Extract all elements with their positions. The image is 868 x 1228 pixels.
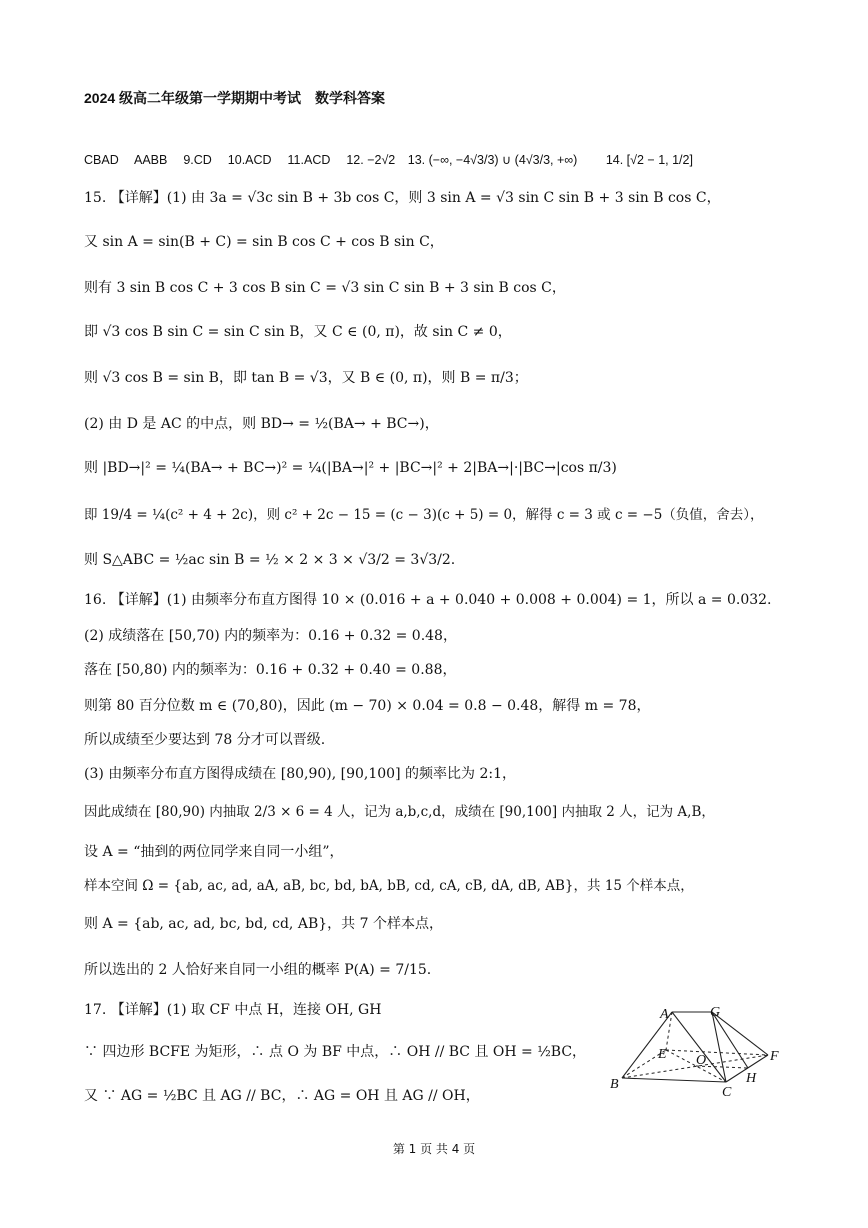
q16-line-10: 则 A = {ab, ac, ad, bc, bd, cd, AB}，共 7 个样本点， bbox=[84, 916, 443, 932]
q16-line-2: (2) 成绩落在 [50,70) 内的频率为：0.16 + 0.32 = 0.48， bbox=[84, 628, 457, 644]
q15-line-6: (2) 由 D 是 AC 的中点，则 BD→ = ½(BA→ + BC→)， bbox=[84, 416, 439, 432]
vertex-label-f: F bbox=[770, 1049, 779, 1064]
q16-line-4: 则第 80 百分位数 m ∈ (70,80)，因此 (m − 70) × 0.04 = 0.8 − 0.48，解得 m = 78， bbox=[84, 698, 651, 714]
q16-line-6: (3) 由频率分布直方图得成绩在 [80,90), [90,100] 的频率比为 2:1， bbox=[84, 766, 516, 782]
q15-line-9: 则 S△ABC = ½ac sin B = ½ × 2 × 3 × √3/2 = 3√3/2. bbox=[84, 552, 456, 568]
q16-line-3: 落在 [50,80) 内的频率为：0.16 + 0.32 + 0.40 = 0.88， bbox=[84, 662, 457, 678]
q15-line-4: 即 √3 cos B sin C = sin C sin B，又 C ∈ (0, π)，故 sin C ≠ 0， bbox=[84, 324, 512, 340]
q15-line-8: 即 19/4 = ¼(c² + 4 + 2c)，则 c² + 2c − 15 = (c − 3)(c + 5) = 0，解得 c = 3 或 c = −5（负值，舍去）， bbox=[84, 507, 764, 523]
answer-key: CBAD AABB 9.CD 10.ACD 11.ACD 12. −2√2 13. (−∞, −4√3/3) ∪ (4√3/3, +∞) 14. [√2 − 1, 1/2] bbox=[84, 153, 693, 167]
q15-line-5: 则 √3 cos B = sin B，即 tan B = √3，又 B ∈ (0, π)，则 B = π/3； bbox=[84, 370, 528, 386]
vertex-label-c: C bbox=[722, 1085, 732, 1100]
vertex-label-a: A bbox=[660, 1007, 669, 1022]
q15-line-2: 又 sin A = sin(B + C) = sin B cos C + cos B sin C， bbox=[84, 234, 444, 250]
q17-line-1: 17. 【详解】(1) 取 CF 中点 H，连接 OH, GH bbox=[84, 1002, 382, 1018]
q16-line-7: 因此成绩在 [80,90) 内抽取 2/3 × 6 = 4 人，记为 a,b,c,d，成绩在 [90,100] 内抽取 2 人，记为 A,B， bbox=[84, 804, 715, 820]
vertex-label-h: H bbox=[746, 1071, 757, 1086]
q16-line-5: 所以成绩至少要达到 78 分才可以晋级. bbox=[84, 732, 326, 748]
q15-line-3: 则有 3 sin B cos C + 3 cos B sin C = √3 sin C sin B + 3 sin B cos C， bbox=[84, 280, 566, 296]
q16-line-1: 16. 【详解】(1) 由频率分布直方图得 10 × (0.016 + a + 0.040 + 0.008 + 0.004) = 1，所以 a = 0.032. bbox=[84, 592, 772, 608]
q16-line-11: 所以选出的 2 人恰好来自同一小组的概率 P(A) = 7/15. bbox=[84, 962, 432, 978]
q17-line-3: 又 ∵ AG = ½BC 且 AG // BC，∴ AG = OH 且 AG // OH， bbox=[84, 1088, 480, 1104]
geometry-figure bbox=[608, 1000, 798, 1100]
q15-line-1: 15. 【详解】(1) 由 3a = √3c sin B + 3b cos C，则 3 sin A = √3 sin C sin B + 3 sin B cos C， bbox=[84, 190, 721, 206]
vertex-label-o: O bbox=[696, 1053, 707, 1068]
q15-line-7: 则 |BD→|² = ¼(BA→ + BC→)² = ¼(|BA→|² + |BC→|² + 2|BA→|·|BC→|cos π/3) bbox=[84, 460, 617, 476]
page-title: 2024 级高二年级第一学期期中考试 数学科答案 bbox=[84, 90, 386, 106]
q16-line-8: 设 A = “抽到的两位同学来自同一小组”， bbox=[84, 844, 344, 860]
vertex-label-g: G bbox=[710, 1005, 721, 1020]
page-number: 第 1 页 共 4 页 bbox=[392, 1142, 476, 1156]
vertex-label-e: E bbox=[658, 1047, 667, 1062]
vertex-label-b: B bbox=[610, 1077, 619, 1092]
q17-line-2: ∵ 四边形 BCFE 为矩形，∴ 点 O 为 BF 中点，∴ OH // BC 且 OH = ½BC， bbox=[84, 1044, 587, 1060]
q16-line-9: 样本空间 Ω = {ab, ac, ad, aA, aB, bc, bd, bA, bB, cd, cA, cB, dA, dB, AB}，共 15 个样本点， bbox=[84, 878, 694, 894]
